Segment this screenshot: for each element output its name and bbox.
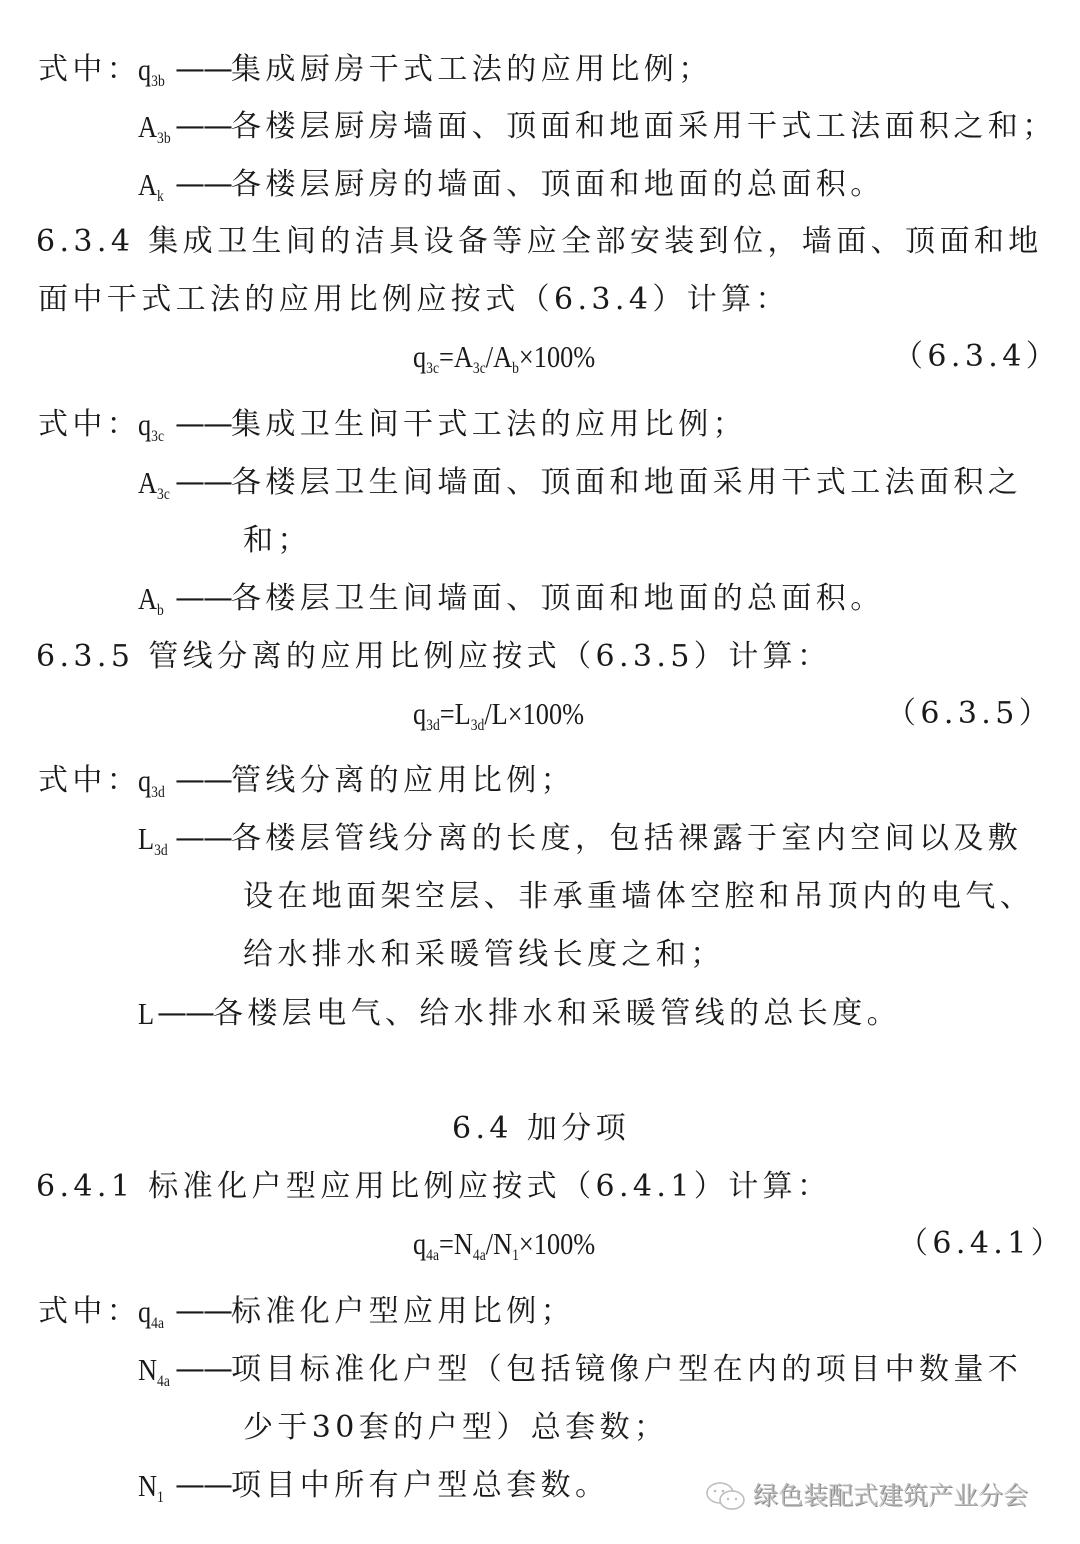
definition-text: ——标准化户型应用比例； [175, 1294, 575, 1329]
definition-text: ——各楼层卫生间墙面、顶面和地面采用干式工法面积之 [175, 465, 1023, 500]
definition-text: ——集成厨房干式工法的应用比例； [175, 52, 713, 87]
definition-l: L [138, 996, 155, 1031]
definition-text: ——各楼层厨房墙面、顶面和地面采用干式工法面积之和； [175, 109, 1057, 144]
where-label: 式中： [38, 763, 142, 798]
formula-number: （6.3.5） [886, 696, 1054, 731]
definition-ak: $A_k$ [138, 167, 164, 205]
definition-q3c: $q_{3c}$ [138, 407, 165, 445]
clause-6-4-1: 6.4.1 标准化户型应用比例应按式（6.4.1）计算： [36, 1169, 832, 1204]
definition-text: ——各楼层管线分离的长度，包括裸露于室内空间以及敷 [175, 821, 1023, 856]
definition-q3b: $q_{3b}$ [138, 52, 165, 90]
definition-text: 设在地面架空层、非承重墙体空腔和吊顶内的电气、 [243, 879, 1035, 914]
definition-text: ——项目标准化户型（包括镜像户型在内的项目中数量不 [175, 1352, 1023, 1387]
clause-6-3-5: 6.3.5 管线分离的应用比例应按式（6.3.5）计算： [36, 639, 832, 674]
definition-l3d: $L_{3d}$ [138, 821, 168, 859]
definition-n1: $N_1$ [138, 1468, 164, 1506]
formula-number: （6.3.4） [893, 339, 1061, 374]
definition-ab: $A_b$ [138, 581, 164, 619]
definition-n4a: $N_{4a}$ [138, 1352, 170, 1390]
section-heading: 6.4 加分项 [452, 1111, 631, 1146]
formula-6-3-4: $q_{3c}=A_{3c}/A_b\times 100\%$ [413, 339, 596, 377]
where-label: 式中： [38, 52, 142, 87]
clause-6-3-4-cont: 面中干式工法的应用比例应按式（6.3.4）计算： [38, 282, 790, 317]
definition-text: ——各楼层电气、给水排水和采暖管线的总长度。 [157, 996, 901, 1031]
where-label: 式中： [38, 407, 142, 442]
wechat-icon [705, 1480, 747, 1514]
definition-text: ——管线分离的应用比例； [175, 763, 575, 798]
definition-text: ——项目中所有户型总套数。 [175, 1468, 610, 1503]
definition-q3d: $q_{3d}$ [138, 763, 165, 801]
definition-text: 和； [243, 523, 312, 558]
watermark-text: 绿色装配式建筑产业分会 [753, 1481, 1029, 1510]
definition-text: ——各楼层卫生间墙面、顶面和地面的总面积。 [175, 581, 885, 616]
definition-text: 给水排水和采暖管线长度之和； [243, 937, 725, 972]
formula-6-3-5: $q_{3d}=L_{3d}/L\times 100\%$ [413, 696, 585, 734]
definition-a3b: $A_{3b}$ [138, 109, 171, 147]
formula-6-4-1: $q_{4a}=N_{4a}/N_1\times 100\%$ [413, 1226, 596, 1264]
definition-a3c: $A_{3c}$ [138, 465, 170, 503]
definition-text: ——集成卫生间干式工法的应用比例； [175, 407, 747, 442]
definition-text: 少于30套的户型）总套数； [243, 1410, 669, 1445]
watermark [705, 1476, 1028, 1514]
formula-number: （6.4.1） [898, 1226, 1066, 1261]
definition-text: ——各楼层厨房的墙面、顶面和地面的总面积。 [175, 167, 885, 202]
clause-6-3-4: 6.3.4 集成卫生间的洁具设备等应全部安装到位，墙面、顶面和地 [36, 224, 1043, 259]
definition-q4a: $q_{4a}$ [138, 1294, 165, 1332]
where-label: 式中： [38, 1294, 142, 1329]
